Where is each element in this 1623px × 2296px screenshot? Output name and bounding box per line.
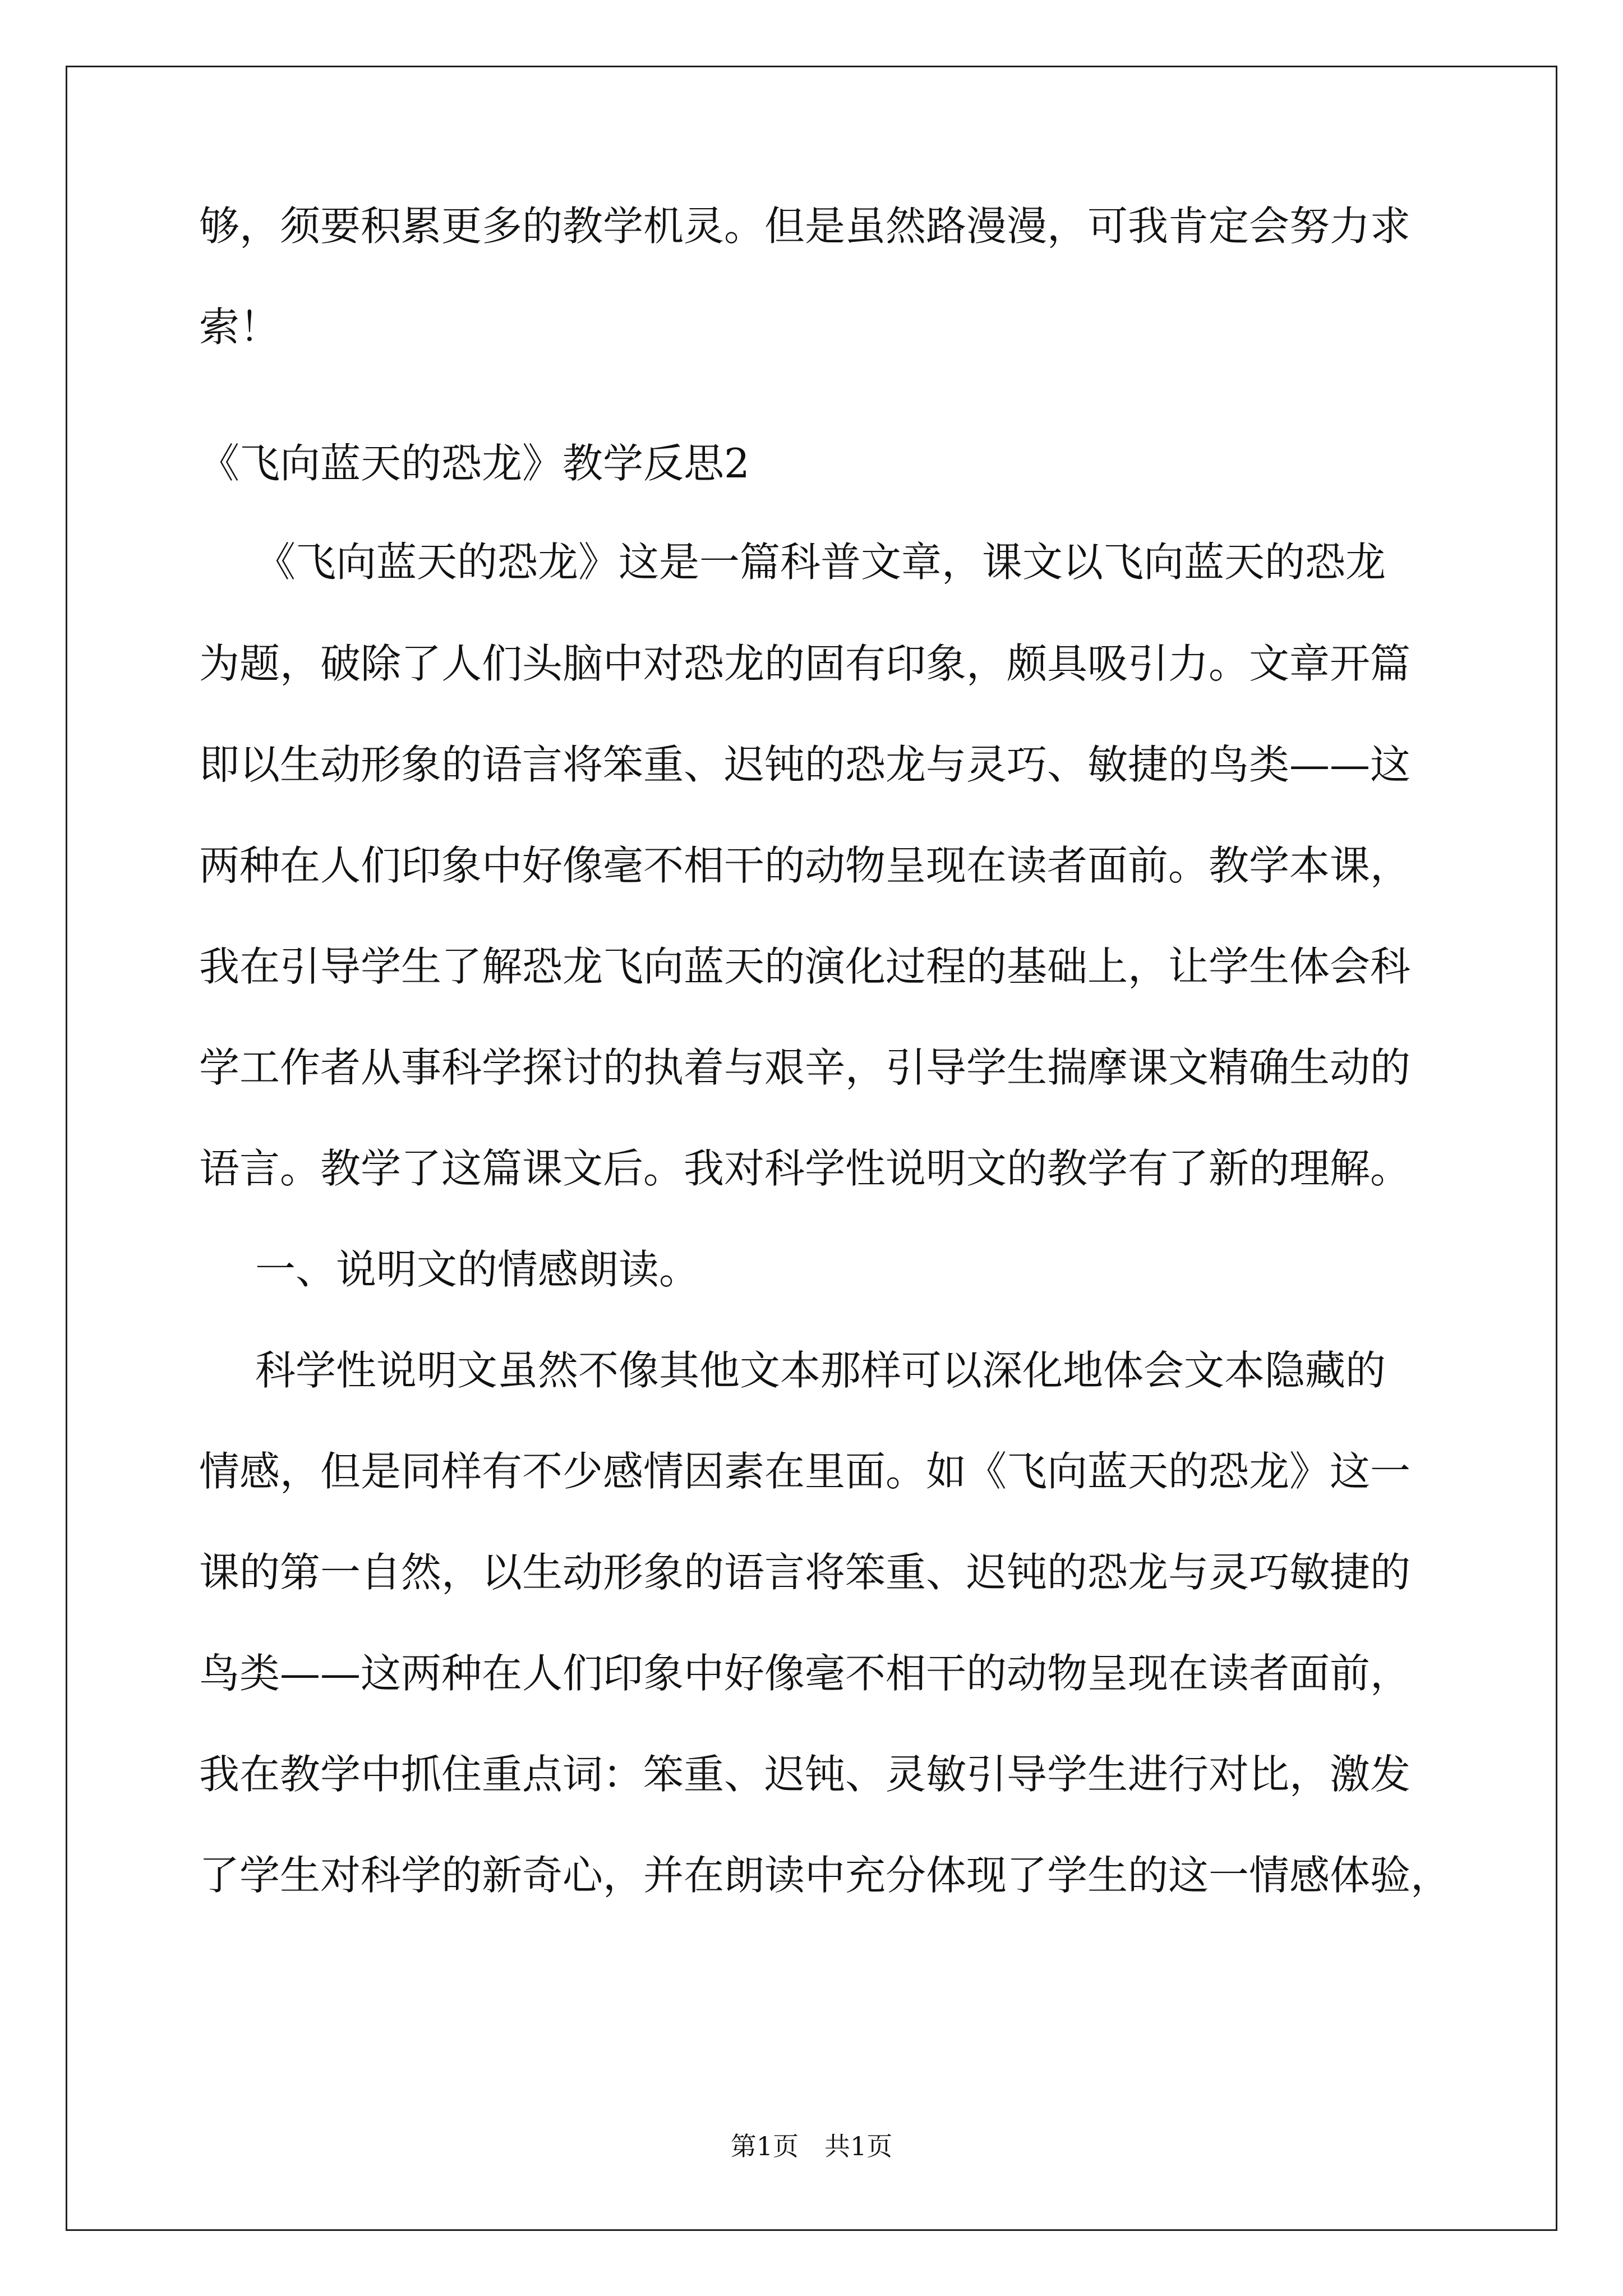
paragraph-first-line: 《飞向蓝天的恐龙》这是一篇科普文章，课文以飞向蓝天的恐龙: [255, 539, 1386, 586]
text-line: 情感，但是同样有不少感情因素在里面。如《飞向蓝天的恐龙》这一: [199, 1448, 1411, 1495]
text-line: 了学生对科学的新奇心，并在朗读中充分体现了学生的这一情感体验，: [199, 1852, 1451, 1899]
text-line: 鸟类——这两种在人们印象中好像毫不相干的动物呈现在读者面前，: [199, 1650, 1411, 1697]
text-line: 两种在人们印象中好像毫不相干的动物呈现在读者面前。教学本课，: [199, 842, 1411, 889]
text-line: 语言。教学了这篇课文后。我对科学性说明文的教学有了新的理解。: [199, 1145, 1411, 1192]
text-line: 课的第一自然，以生动形象的语言将笨重、迟钝的恐龙与灵巧敏捷的: [199, 1549, 1411, 1596]
paragraph-first-line: 科学性说明文虽然不像其他文本那样可以深化地体会文本隐藏的: [255, 1347, 1386, 1394]
text-line: 我在教学中抓住重点词：笨重、迟钝、灵敏引导学生进行对比，激发: [199, 1751, 1411, 1798]
subsection-heading: 一、说明文的情感朗读。: [255, 1246, 700, 1293]
text-line: 我在引导学生了解恐龙飞向蓝天的演化过程的基础上，让学生体会科: [199, 943, 1411, 990]
text-line: 即以生动形象的语言将笨重、迟钝的恐龙与灵巧、敏捷的鸟类——这: [199, 741, 1411, 788]
page-footer: 第1页 共1页: [730, 2131, 893, 2161]
text-line: 索！: [199, 303, 280, 351]
section-heading: 《飞向蓝天的恐龙》教学反思2: [199, 440, 750, 487]
text-line: 够，须要积累更多的教学机灵。但是虽然路漫漫，可我肯定会努力求: [199, 203, 1411, 250]
text-line: 学工作者从事科学探讨的执着与艰辛，引导学生揣摩课文精确生动的: [199, 1044, 1411, 1091]
text-line: 为题，破除了人们头脑中对恐龙的固有印象，颇具吸引力。文章开篇: [199, 640, 1411, 687]
